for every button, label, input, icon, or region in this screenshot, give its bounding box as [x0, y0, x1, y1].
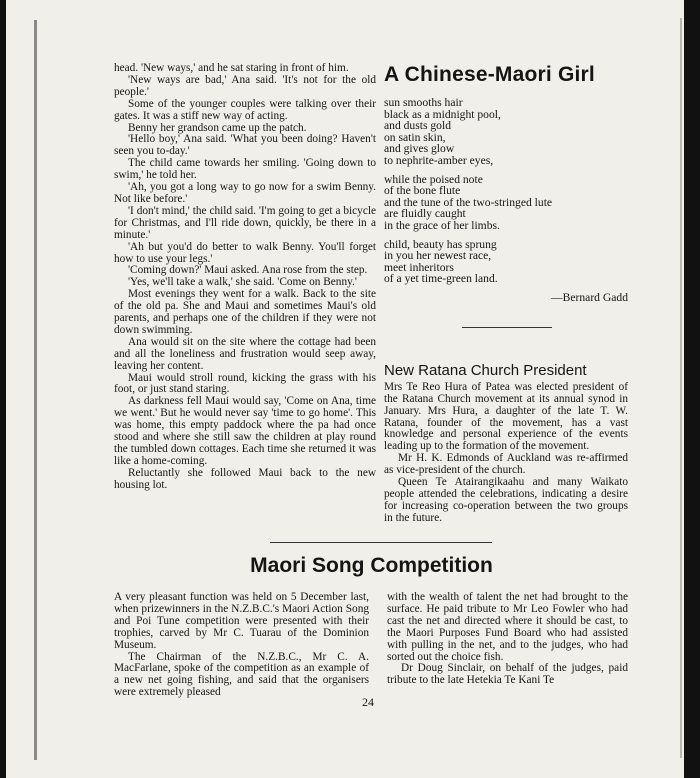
paragraph: 'New ways are bad,' Ana said. 'It's not for the old people.': [114, 73, 376, 98]
paragraph: 'Hello boy,' Ana said. 'What you been doing? Haven't seen you to-day.': [114, 133, 376, 158]
paragraph: The Chairman of the N.Z.B.C., Mr C. A. MacFarlane, spoke of the competition as an example of a new net going fishing, and said that the organisers were extremely pleased: [114, 650, 369, 699]
poem-line: in the grace of her limbs.: [384, 218, 500, 232]
poem-line: sun smooths hair: [384, 96, 463, 109]
poem-line: and the tune of the two-stringed lute: [384, 195, 553, 209]
song-article-right: [387, 592, 628, 687]
page-edge: [680, 18, 682, 758]
song-article-left: [114, 592, 369, 699]
paragraph: 'Ah, you got a long way to go now for a swim Benny. Not like before.': [114, 181, 376, 205]
paragraph: 'Ah but you'd do better to walk Benny. You'll forget how to use your legs.': [114, 240, 376, 265]
paragraph: with the wealth of talent the net had brought to the surface. He paid tribute to Mr Leo Fowler who had cast the net and directed where it should be cast, to the Maori Purposes Fund Board who had assisted with pulling in the net, and to the judges, who had sorted out the choice fish.: [387, 591, 628, 663]
paragraph: Mrs Te Reo Hura of Patea was elected president of the Ratana Church movement at its annual synod in January. Mrs Hura, a daughter of the late T. W. Ratana, founder of the movement, has a vast knowledge and personal experience of the events leading up to the formation of the movement.: [384, 380, 628, 453]
poem-line: and dusts gold: [384, 119, 451, 133]
poem-line: are fluidly caught: [384, 207, 466, 221]
paragraph: Dr Doug Sinclair, on behalf of the judges, paid tribute to the late Hetekia Te Kani Te: [387, 662, 628, 687]
paragraph: Reluctantly she followed Maui back to the new housing lot.: [114, 466, 376, 491]
paragraph: As darkness fell Maui would say, 'Come on Ana, time we went.' But he would never say 'time to go home'. This was home, this empty paddock where the pa had once stood and where she still saw the children at play round the tumbled down cottages. Each time she returned it was like a home-coming.: [114, 395, 376, 467]
story-continuation: [114, 63, 376, 492]
poem-line: black as a midnight pool,: [384, 107, 501, 121]
poem-title: A Chinese-Maori Girl: [384, 63, 595, 86]
section-divider-wide: [270, 542, 492, 543]
paragraph: The child came towards her smiling. 'Going down to swim,' he told her.: [114, 157, 376, 182]
ratana-article: [384, 382, 628, 525]
page-number: 24: [362, 695, 374, 709]
ratana-heading: New Ratana Church President: [384, 361, 587, 379]
poem-line: child, beauty has sprung: [384, 237, 497, 251]
paragraph: Maui would stroll round, kicking the grass with his foot, or just stand staring.: [114, 371, 376, 396]
poem-line: on satin skin,: [384, 130, 446, 144]
paragraph: Most evenings they went for a walk. Back to the site of the old pa. She and Maui and sometimes Maui's old parents, and perhaps one of the children if they were not down swimming.: [114, 288, 376, 336]
paragraph: Ana would sit on the site where the cottage had been and all the loneliness and frustration would seep away, leaving her content.: [114, 335, 376, 372]
paragraph: Mr H. K. Edmonds of Auckland was re-affirmed as vice-president of the church.: [384, 452, 628, 477]
poem-line: while the poised note: [384, 172, 483, 186]
paragraph: A very pleasant function was held on 5 December last, when prizewinners in the N.Z.B.C.'s Maori Action Song and Poi Tune competition were presented with their trophies, carved by Mr C. Tuarau of the Dominion Museum.: [114, 591, 369, 651]
poem-line: and gives glow: [384, 142, 455, 156]
poem-line: of the bone flute: [384, 184, 461, 198]
scan-border: [684, 0, 700, 778]
paragraph: 'I don't mind,' the child said. 'I'm going to get a bicycle for Christmas, and I'll ride down, quickly, be there in a minute.': [114, 204, 376, 241]
binding-shadow: [34, 20, 37, 760]
poem-line: of a yet time-green land.: [384, 272, 498, 286]
right-column: [384, 63, 628, 525]
poem-line: to nephrite-amber eyes,: [384, 153, 494, 167]
poem-body: [384, 97, 628, 285]
poem-stanza: [384, 239, 628, 285]
paragraph: 'Coming down?' Maui asked. Ana rose from the step.: [128, 264, 368, 277]
poem-stanza: [384, 97, 628, 167]
paragraph: 'Yes, we'll take a walk,' she said. 'Come on Benny.': [128, 276, 357, 289]
section-divider: [462, 327, 552, 328]
song-heading: Maori Song Competition: [250, 554, 493, 577]
poem-line: meet inheritors: [384, 260, 454, 274]
paragraph: Benny her grandson came up the patch.: [128, 121, 307, 134]
poem-line: in you her newest race,: [384, 249, 492, 263]
paragraph: Some of the younger couples were talking over their gates. It was a stiff new way of acting.: [114, 97, 376, 122]
paragraph: Queen Te Atairangikaahu and many Waikato people attended the celebrations, indicating a desire for increasing co-operation between the two groups in the future.: [384, 476, 628, 524]
paragraph: head. 'New ways,' and he sat staring in front of him.: [114, 62, 349, 74]
poem-stanza: [384, 174, 628, 232]
poem-author: —Bernard Gadd: [551, 290, 628, 304]
